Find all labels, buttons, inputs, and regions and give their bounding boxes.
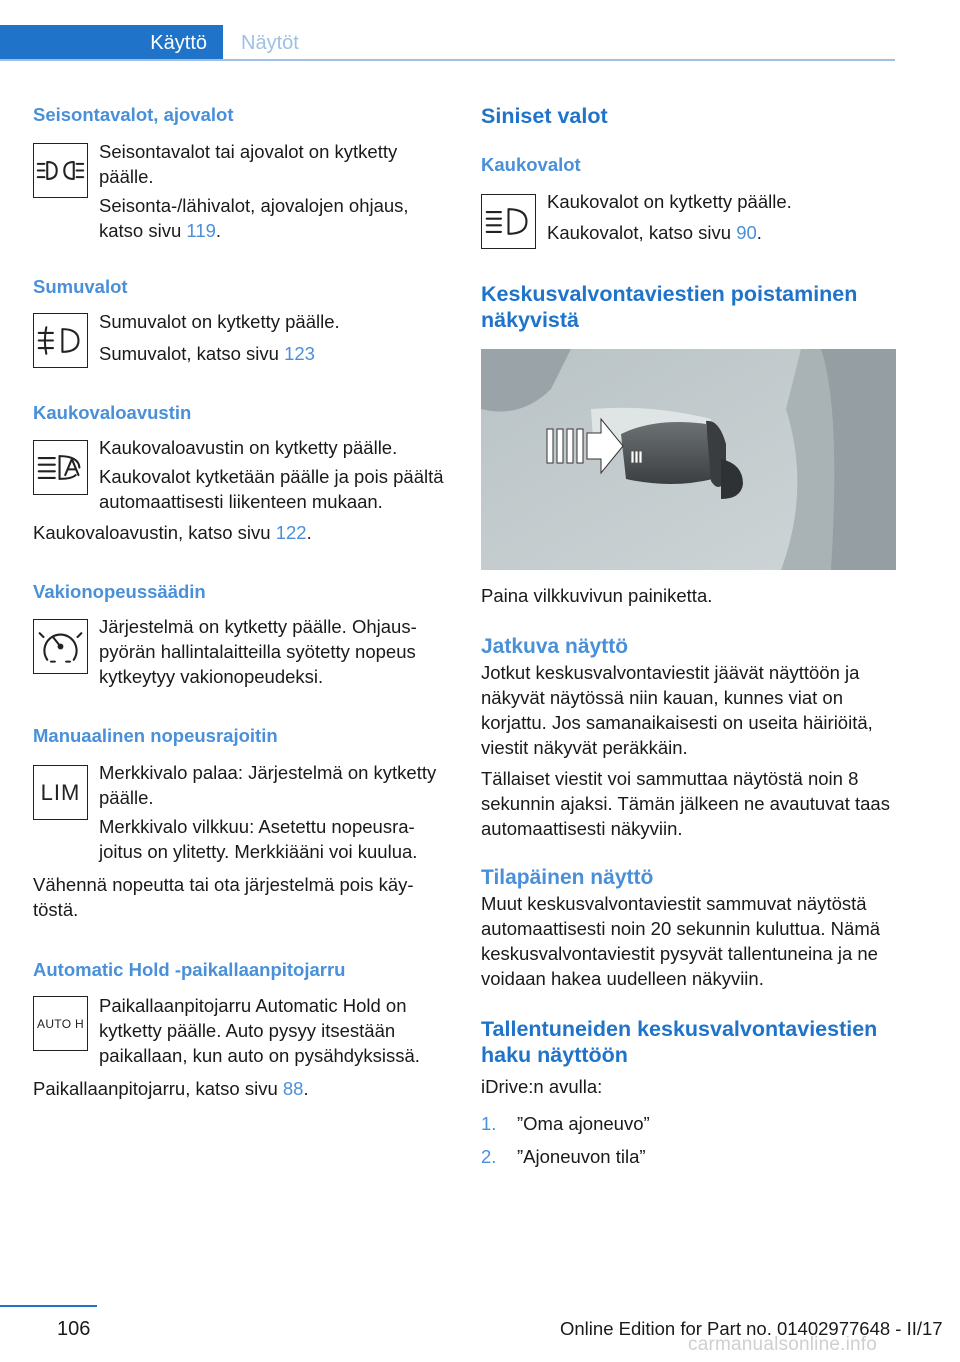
auto-hold-icon <box>33 996 88 1051</box>
continuous-p1: Jotkut keskusvalvontaviestit jäävät näyttöön ja näkyvät näytössä niin kauan, kunnes viat on korjattu. Jos samanaikaisesti on useita häiriöitä, viestit näkyvät peräkkäin. <box>481 662 873 758</box>
hba-text: Kaukovaloavustin on kytketty päälle. <box>99 437 398 458</box>
page-link-90[interactable]: 90 <box>736 222 757 243</box>
cruise-control-section <box>33 580 448 689</box>
section-heading: Automatic Hold -paikallaanpitojarru <box>33 959 346 980</box>
stored-intro: iDrive:n avulla: <box>481 1076 603 1097</box>
automatic-hold-section <box>33 958 448 1101</box>
hba-ref: Kaukovaloavustin, katso sivu 122. <box>33 522 312 543</box>
continuous-p2: Tällaiset viestit voi sammuttaa näytöstä noin 8 sekunnin ajaksi. Tämän jälkeen ne avautuvat taas automaattisesti näkyviin. <box>481 768 890 839</box>
temporary-display-section <box>481 866 896 991</box>
turn-signal-lever-photo <box>481 349 896 570</box>
fog-lights-section <box>33 275 448 366</box>
high-beam-section <box>481 153 896 245</box>
list-item: 1. ”Oma ajoneuvo” <box>481 1113 650 1134</box>
edition-label: Online Edition for Part no. 01402977648 - II/17 <box>560 1318 943 1339</box>
hba-description: Kaukovalot kytketään päälle ja pois päältä automaattisesti liikenteen mukaan. <box>99 466 444 512</box>
auto-hold-ref: Paikallaanpitojarru, katso sivu 88. <box>33 1078 309 1099</box>
high-beam-text: Kaukovalot on kytketty päälle. <box>547 191 792 212</box>
stored-messages-section <box>481 1016 896 1169</box>
tab-kaytto[interactable]: Käyttö <box>0 25 223 61</box>
parking-lights-ref: Seisonta-/lähivalot, ajovalojen ohjaus, katso sivu 119. <box>99 195 409 241</box>
section-heading: Jatkuva näyttö <box>481 635 629 658</box>
section-heading: Manuaalinen nopeusrajoitin <box>33 725 278 746</box>
fog-lights-text: Sumuvalot on kytketty päälle. <box>99 311 340 332</box>
high-beam-ref: Kaukovalot, katso sivu 90. <box>547 222 762 243</box>
section-heading: Seisontavalot, ajovalot <box>33 104 234 125</box>
parking-lights-text: Seisontavalot tai ajovalot on kytketty päälle. <box>99 141 398 187</box>
remove-messages-heading: Keskusvalvontaviestien poistaminen näkyvistä <box>481 282 858 332</box>
auto-hold-label: AUTO H <box>37 1016 84 1031</box>
left-column <box>33 103 448 1101</box>
lim-text: Merkkivalo palaa: Järjestelmä on kytketty päälle. <box>99 762 437 808</box>
lim-warning: Merkkivalo vilkkuu: Asetettu nopeusrajoitus on ylitetty. Merkkiääni voi kuulua. <box>99 816 418 862</box>
list-item: 2. ”Ajoneuvon tila” <box>481 1146 646 1167</box>
page-link-123[interactable]: 123 <box>284 343 315 364</box>
section-heading: Tilapäinen näyttö <box>481 866 654 889</box>
temporary-p1: Muut keskusvalvontaviestit sammuvat näytöstä automaattisesti noin 20 sekunnin kuluttua. Nämä keskusvalvontaviestit pysyvät tallentuneina ja ne voidaan hakea uudelleen näkyviin. <box>481 893 881 989</box>
tab-naytot[interactable]: Näytöt <box>241 32 299 54</box>
blue-lights-heading: Siniset valot <box>481 104 608 128</box>
parking-lights-section <box>33 103 448 243</box>
speed-limiter-section <box>33 724 448 922</box>
menu-steps-list <box>481 1111 896 1169</box>
stored-messages-heading: Tallentuneiden keskusvalvontaviestien haku näyttöön <box>481 1017 878 1067</box>
cruise-control-icon <box>33 619 88 674</box>
high-beam-icon <box>481 194 536 249</box>
auto-hold-text: Paikallaanpitojarru Automatic Hold on kytketty päälle. Auto pysyy itsestään paikallaan, kun auto on pysähdyksissä. <box>99 995 420 1066</box>
high-beam-assistant-icon <box>33 440 88 495</box>
section-heading: Kaukovaloavustin <box>33 402 192 423</box>
section-heading: Sumuvalot <box>33 276 128 297</box>
cruise-control-text: Järjestelmä on kytketty päälle. Ohjauspyörän hallintalaitteilla syötetty nopeus kytkeytyy vakionopeudeksi. <box>99 616 417 687</box>
page-link-88[interactable]: 88 <box>282 1078 304 1099</box>
lim-instruction: Vähennä nopeutta tai ota järjestelmä pois käytöstä. <box>33 874 414 920</box>
speed-limiter-icon <box>33 765 88 820</box>
fog-light-icon <box>33 313 88 368</box>
high-beam-assistant-section <box>33 401 448 545</box>
parking-lights-icon <box>33 143 88 198</box>
section-heading: Kaukovalot <box>481 154 581 175</box>
footer-divider <box>0 1305 97 1307</box>
header-divider <box>0 59 895 61</box>
page-number: 106 <box>57 1318 91 1340</box>
right-column <box>481 103 896 1169</box>
page-link-122[interactable]: 122 <box>275 522 307 543</box>
fog-lights-ref: Sumuvalot, katso sivu 123 <box>99 343 315 364</box>
photo-caption: Paina vilkkuvivun painiketta. <box>481 585 713 606</box>
continuous-display-section <box>481 635 896 841</box>
section-heading: Vakionopeussäädin <box>33 581 206 602</box>
watermark: carmanualsonline.info <box>688 1334 878 1355</box>
page-link-119[interactable]: 119 <box>186 220 216 241</box>
lim-label: LIM <box>40 779 81 805</box>
